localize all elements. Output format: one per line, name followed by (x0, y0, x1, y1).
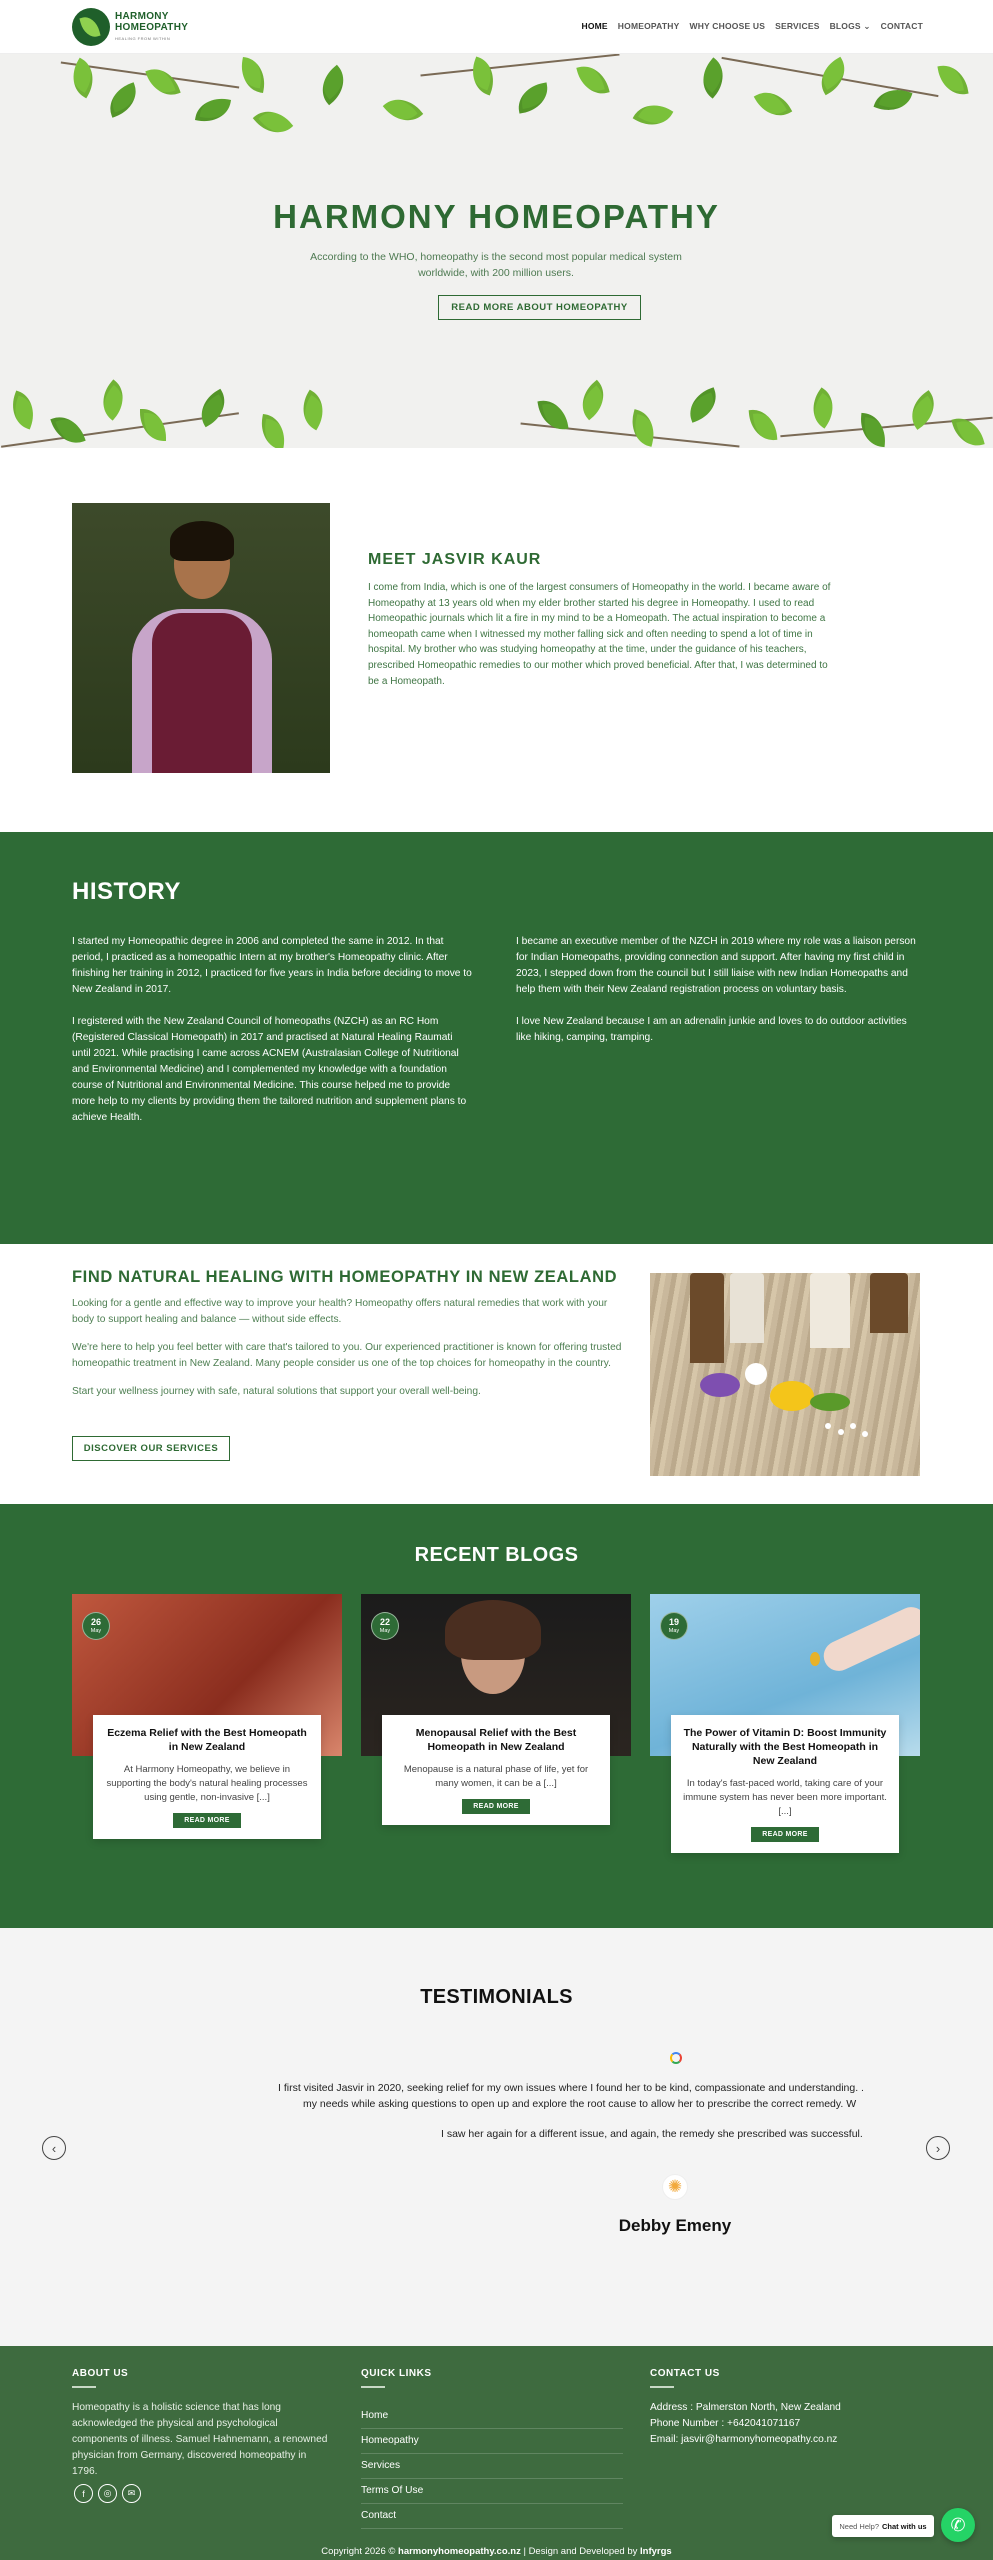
reviewer-name: Debby Emeny (618, 2216, 732, 2235)
blog-read-more-button[interactable]: READ MORE (173, 1813, 240, 1828)
blog-excerpt: Menopause is a natural phase of life, yet for many women, it can be a [...] (403, 1764, 589, 1789)
date-day: 22 (379, 1617, 390, 1627)
date-month: May (668, 1628, 680, 1634)
testimonials-title: TESTIMONIALS (420, 1986, 573, 2008)
facebook-icon[interactable]: f (74, 2484, 93, 2503)
footer-email[interactable]: Email: jasvir@harmonyhomeopathy.co.nz (650, 2434, 838, 2445)
whatsapp-icon[interactable]: ✆ (941, 2508, 975, 2542)
leaf-logo-icon (72, 8, 110, 46)
blog-card (93, 1715, 321, 1839)
developer-link[interactable]: Infyrgs (640, 2546, 672, 2557)
footer-phone[interactable]: Phone Number : +642041071167 (650, 2418, 801, 2429)
email-icon[interactable]: ✉ (122, 2484, 141, 2503)
date-badge (660, 1612, 688, 1640)
footer-address: Address : Palmerston North, New Zealand (650, 2402, 841, 2413)
blog-title[interactable]: Eczema Relief with the Best Homeopath in New Zealand (107, 1727, 307, 1753)
nav-blogs[interactable]: BLOGS ⌄ (829, 21, 871, 31)
footer-link-homeopathy[interactable]: Homeopathy (361, 2435, 623, 2454)
testimonial-line: I saw her again for a different issue, and again, the remedy she prescribed was successful. (441, 2128, 863, 2140)
about-text: I come from India, which is one of the largest consumers of Homeopathy in the world. I became aware of Homeopathy at 13 years old when my elder brother started his degree in Homeopathy. I used to read Homeopathic journals which lit a fire in my mind to be a Homeopath. The actual inspiration to become a homeopath came when I witnessed my mother falling sick and often needing to spend a lot of time in hospital. My brother who was studying homeopathy at the time, under the guidance of his teachers, prescribed Homeopathic remedies to our mother which proved beneficial. After that, I was determined to be a Homeopath. (368, 582, 831, 687)
nav-home[interactable]: HOME (581, 21, 608, 31)
nav-services[interactable]: SERVICES (775, 21, 820, 31)
logo-line-2: HOMEOPATHY (115, 21, 189, 33)
copyright-mid: | Design and Developed by (523, 2546, 638, 2557)
testimonial-line: I first visited Jasvir in 2020, seeking relief for my own issues where I found her to be kind, compassionate and understanding. . (278, 2082, 864, 2094)
date-month: May (379, 1628, 391, 1634)
history-paragraph: I became an executive member of the NZCH in 2019 where my role was a liaison person for Indian Homeopaths, providing connection and support. After having my first child in 2023, I stepped down from the council but I still liaise with new Indian Homeopaths and help them with their New Zealand registration process on voluntary basis. (516, 936, 916, 995)
testimonial-next-arrow-icon[interactable]: › (926, 2136, 950, 2160)
discover-services-button[interactable]: DISCOVER OUR SERVICES (72, 1436, 230, 1461)
find-paragraph: We're here to help you feel better with care that's tailored to you. Our experienced practitioner is known for offering trusted homeopathic treatment in New Zealand. Many people consider us one of the top choices for homeopathy in the country. (72, 1342, 622, 1369)
footer-divider (650, 2386, 674, 2388)
blogs-title: RECENT BLOGS (414, 1544, 579, 1566)
need-help-text: Need Help? (839, 2521, 879, 2531)
read-more-homeopathy-button[interactable]: READ MORE ABOUT HOMEOPATHY (438, 295, 641, 320)
blog-card (671, 1715, 899, 1853)
history-column-right (516, 934, 916, 1062)
reviewer-avatar-icon: ✺ (662, 2174, 688, 2200)
copyright (0, 2546, 993, 2557)
blog-read-more-button[interactable]: READ MORE (462, 1799, 529, 1814)
blog-excerpt: In today's fast-paced world, taking care of your immune system has never been more important. [...] (683, 1778, 887, 1817)
footer-divider (72, 2386, 96, 2388)
instagram-icon[interactable]: ◎ (98, 2484, 117, 2503)
footer-link-home[interactable]: Home (361, 2410, 623, 2429)
footer-link-services[interactable]: Services (361, 2460, 623, 2479)
blog-card (382, 1715, 610, 1825)
history-section (0, 832, 993, 1244)
history-paragraph: I registered with the New Zealand Council of homeopaths (NZCH) as an RC Hom (Registered Classical Homeopath) in 2017 and practised at Natural Healing Raumati until 2021. While practising I came across ACNEM (Australasian College of Nutritional and Environmental Medicine) and I complemented my knowledge with a foundation course of Nutritional and Environmental Medicine. This course helped me to provide more help to my clients by providing them the tailored nutrition and supplement plans to achieve Health. (72, 1016, 467, 1123)
chat-with-us-text: Chat with us (882, 2521, 927, 2531)
history-column-left (72, 934, 472, 1142)
date-badge (371, 1612, 399, 1640)
find-healing-title: FIND NATURAL HEALING WITH HOMEOPATHY IN NEW ZEALAND (72, 1268, 618, 1286)
blog-excerpt: At Harmony Homeopathy, we believe in supporting the body's natural healing processes using gentle, non-invasive [...] (106, 1764, 308, 1803)
history-title: HISTORY (72, 878, 181, 905)
footer-quick-links-title: QUICK LINKS (361, 2368, 432, 2379)
about-title: MEET JASVIR KAUR (368, 551, 542, 568)
recent-blogs-section (0, 1504, 993, 1928)
blog-title[interactable]: The Power of Vitamin D: Boost Immunity Naturally with the Best Homeopath in New Zealand (683, 1727, 887, 1767)
nav-why-choose-us[interactable]: WHY CHOOSE US (689, 21, 766, 31)
blog-read-more-button[interactable]: READ MORE (751, 1827, 818, 1842)
footer-link-terms[interactable]: Terms Of Use (361, 2485, 623, 2504)
site-header (0, 0, 993, 54)
find-paragraph: Looking for a gentle and effective way to improve your health? Homeopathy offers natural remedies that work with your body to support healing and balance — without side effects. (72, 1298, 608, 1325)
logo-tagline: HEALING FROM WITHIN (115, 35, 171, 41)
footer-contact-title: CONTACT US (650, 2368, 720, 2379)
history-paragraph: I love New Zealand because I am an adrenalin junkie and loves to do outdoor activities like hiking, camping, tramping. (516, 1016, 907, 1043)
footer-divider (361, 2386, 385, 2388)
footer-about-title: ABOUT US (72, 2368, 129, 2379)
site-logo[interactable] (72, 8, 188, 46)
blog-title[interactable]: Menopausal Relief with the Best Homeopath in New Zealand (415, 1727, 577, 1753)
main-nav (581, 21, 923, 32)
date-day: 26 (90, 1617, 101, 1627)
chat-with-us-pill[interactable] (832, 2515, 934, 2537)
find-paragraph: Start your wellness journey with safe, natural solutions that support your overall well-being. (72, 1386, 481, 1397)
footer-link-contact[interactable]: Contact (361, 2510, 623, 2529)
google-icon (670, 2052, 682, 2064)
date-badge (82, 1612, 110, 1640)
nav-homeopathy[interactable]: HOMEOPATHY (617, 21, 680, 31)
jasvir-kaur-photo (72, 503, 330, 773)
date-month: May (90, 1628, 102, 1634)
hero-section (0, 54, 993, 448)
hero-title: HARMONY HOMEOPATHY (273, 198, 720, 235)
testimonials-section (0, 1928, 993, 2346)
date-day: 19 (668, 1617, 679, 1627)
copyright-site-link[interactable]: harmonyhomeopathy.co.nz (398, 2546, 521, 2557)
copyright-prefix: Copyright 2026 © (321, 2546, 396, 2557)
nav-contact[interactable]: CONTACT (880, 21, 923, 31)
history-paragraph: I started my Homeopathic degree in 2006 and completed the same in 2012. In that period, I practiced as a homeopathic Intern at my brother's Homeopathy clinic. After finishing her training in 2012, I practiced for five years in India before deciding to move to New Zealand in 2017. (72, 936, 472, 995)
hero-subtitle: According to the WHO, homeopathy is the second most popular medical system worldwide, with 200 million users. (310, 251, 682, 279)
find-healing-text (72, 1296, 632, 1412)
testimonial-prev-arrow-icon[interactable]: ‹ (42, 2136, 66, 2160)
logo-text (115, 11, 188, 44)
testimonial-line: my needs while asking questions to open up and explore the root cause to allow her to prescribe the correct remedy. W (303, 2098, 857, 2110)
logo-line-1: HARMONY (115, 10, 169, 22)
footer-about-text: Homeopathy is a holistic science that has long acknowledged the physical and psychological components of illness. Samuel Hahnemann, a renowned physician from Germany, discovered homeopathy in 1796. (72, 2402, 328, 2477)
remedies-image (650, 1273, 920, 1476)
